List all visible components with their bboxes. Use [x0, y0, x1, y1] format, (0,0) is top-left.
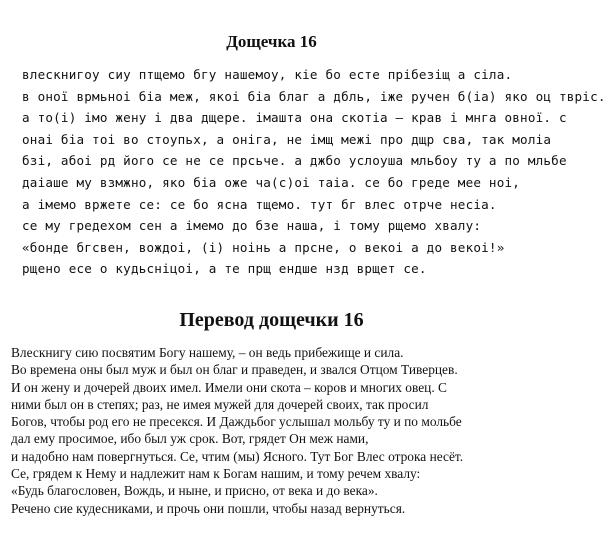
translation-line: Се, грядем к Нему и надлежит нам к Богам нашим, и тому речем хвалу:	[11, 466, 421, 482]
original-title: Дощечка 16	[226, 32, 317, 51]
original-text-block	[22, 64, 606, 280]
translation-line: Богов, чтобы род его не пресекся. И Даждьбог услышал мольбу ту и по мольбе	[11, 414, 462, 430]
translation-line: Речено сие кудесниками, и прочь они пошли, чтобы назад вернуться.	[11, 500, 406, 516]
translation-line: ними был он в степях; раз, не имея мужей для дочерей своих, так просил	[11, 396, 429, 412]
translation-line: дал ему просимое, ибо был уж срок. Вот, грядет Он меж нами,	[11, 431, 369, 447]
original-line: влескнигоу сиу птщемо бгу нашемоу, кіе бо есте прібезіщ а сіла.	[22, 67, 513, 82]
original-line: «бонде бгсвен, вождоі, (і) ноінь а прсне, о векоі а до векоі!»	[22, 239, 505, 255]
original-line: бзі, абоі рд його се не се прсьче. а джбо услоуша мльбоу ту а по мльбе	[22, 153, 567, 169]
original-line: рщено есе о кудьсніцоі, а те прщ ендше нзд врщет се.	[22, 261, 427, 277]
translation-line: И он жену и дочерей двоих имел. Имели они скота – коров и многих овец. С	[11, 379, 447, 395]
original-line: в оної врмьноі біа меж, якоі біа благ а дбль, іже ручен б(іа) яко оц твріс.	[22, 88, 606, 104]
original-line: а імемо вржете се: се бо ясна тщемо. тут бг влес отрче несіа.	[22, 196, 497, 212]
translation-line: «Будь благословен, Вождь, и ныне, и присно, от века и до века».	[11, 483, 378, 499]
original-line: онаі біа тоі во стоупьх, а оніга, не імщ межі про дщр сва, так моліа	[22, 131, 552, 147]
original-line: даіаше му взмжно, яко біа оже ча(с)оі таіа. се бо греде мее ноі,	[22, 174, 521, 190]
translation-line: Влескнигу сию посвятим Богу нашему, – он ведь прибежище и сила.	[11, 345, 404, 360]
translation-text-block	[11, 344, 536, 517]
original-line: се му гредехом сен а імемо до бзе наша, і тому рщемо хвалу:	[22, 218, 482, 234]
translation-title: Перевод дощечки 16	[179, 309, 364, 331]
original-line: а то(і) імо жену і два дщере. імашта она скотіа – крав і мнга овної. с	[22, 110, 567, 126]
translation-line: и надобно нам повергнуться. Се, чтим (мы) Ясного. Тут Бог Влес отрока несёт.	[11, 448, 464, 464]
translation-line: Во времена оны был муж и был он благ и праведен, и звался Отцом Тиверцев.	[11, 362, 458, 378]
